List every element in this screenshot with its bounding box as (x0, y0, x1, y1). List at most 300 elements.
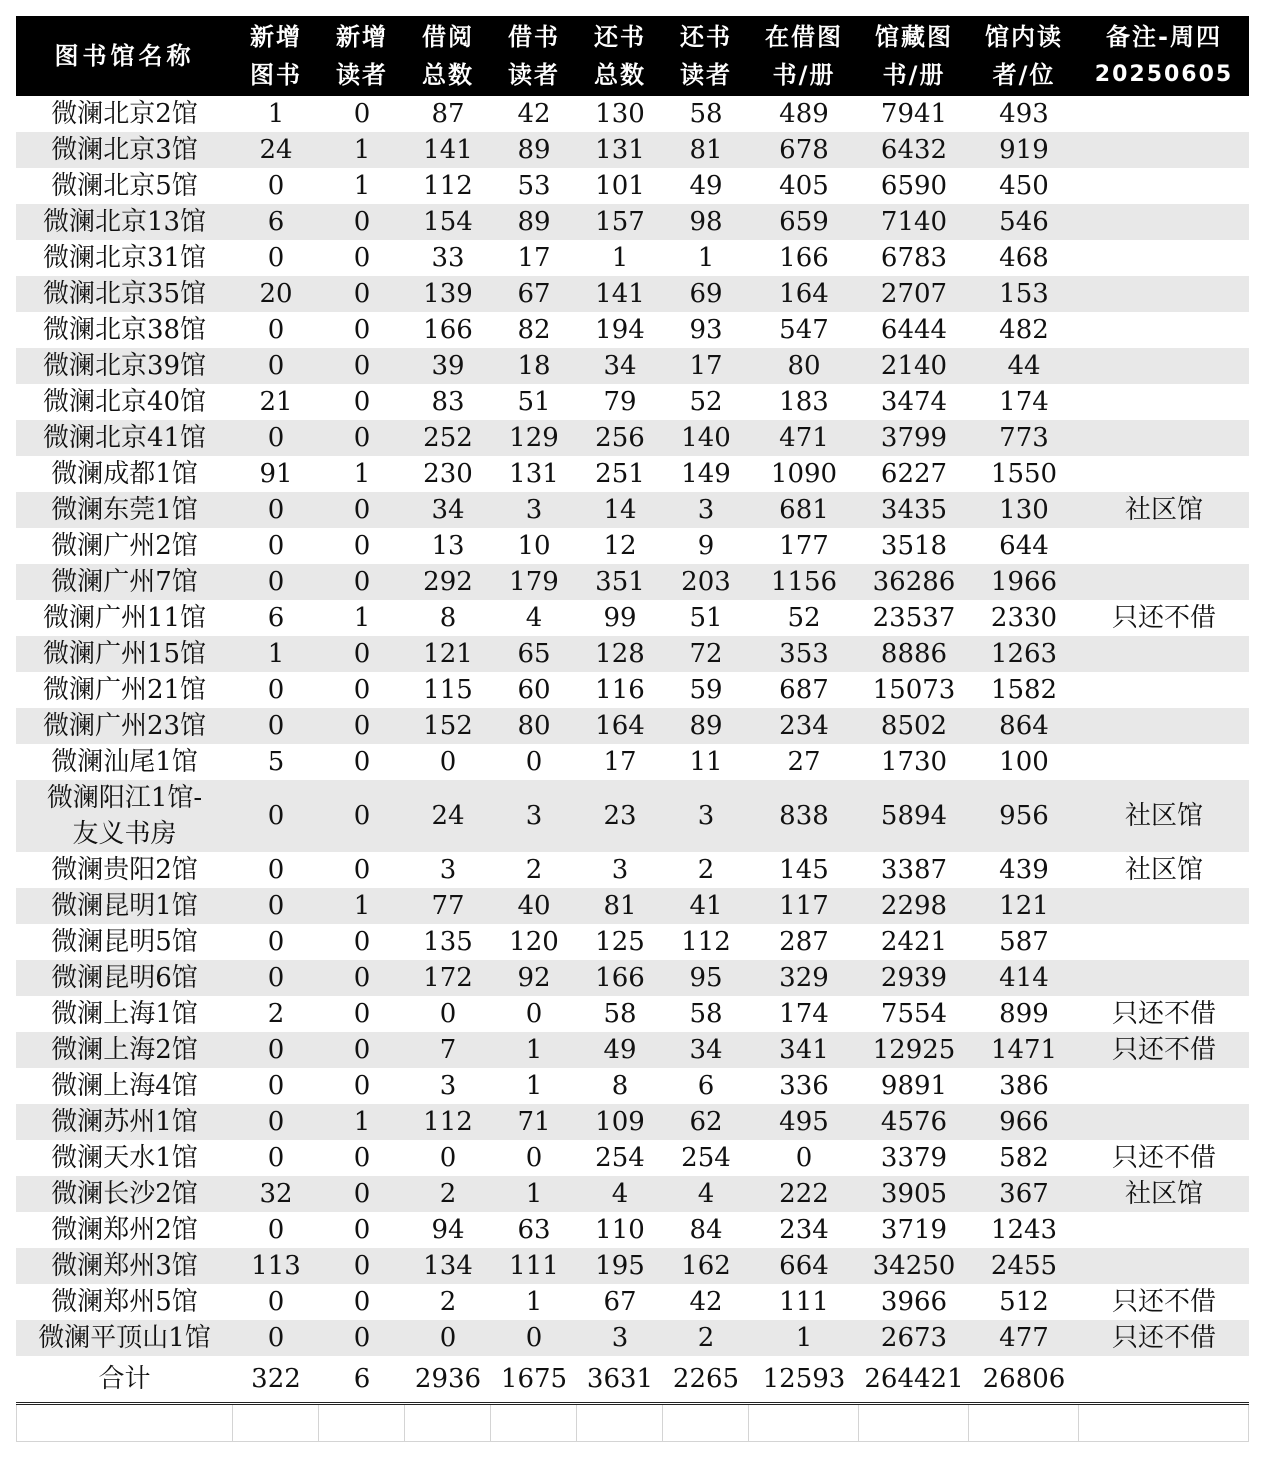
value-cell: 183 (779, 387, 829, 417)
value-cell: 34 (663, 1032, 749, 1068)
value-cell: 0 (491, 1320, 577, 1356)
value-cell: 450 (999, 171, 1049, 201)
value-cell: 8502 (859, 708, 969, 744)
value-cell: 177 (779, 531, 829, 561)
value-cell: 63 (517, 1215, 551, 1245)
column-header-line: 图书馆名称 (54, 42, 195, 70)
value-cell: 1156 (749, 564, 859, 600)
value-cell: 2 (267, 999, 285, 1029)
value-cell: 89 (491, 204, 577, 240)
table-row (16, 1104, 1249, 1140)
value-cell: 42 (517, 99, 551, 129)
value-cell: 87 (431, 99, 465, 129)
value-cell: 1730 (880, 747, 948, 777)
total-value-cell: 2936 (405, 1356, 491, 1404)
value-cell: 3 (611, 855, 629, 885)
value-cell: 98 (663, 204, 749, 240)
value-cell: 0 (233, 1032, 319, 1068)
value-cell: 80 (749, 348, 859, 384)
value-cell: 157 (577, 204, 663, 240)
value-cell: 0 (439, 747, 457, 777)
value-cell: 3518 (880, 531, 948, 561)
value-cell: 15073 (872, 675, 956, 705)
value-cell: 3 (663, 492, 749, 528)
value-cell: 351 (577, 564, 663, 600)
value-cell: 94 (431, 1215, 465, 1245)
note-cell (1079, 384, 1249, 420)
table-row (16, 960, 1249, 996)
library-name-cell (16, 636, 233, 672)
library-name-cell (16, 276, 233, 312)
value-cell: 13 (431, 531, 465, 561)
value-cell: 0 (353, 855, 371, 885)
value-cell: 512 (999, 1287, 1049, 1317)
value-cell: 838 (749, 780, 859, 852)
column-header-line: 总数 (594, 61, 646, 89)
table-row (16, 672, 1249, 708)
value-cell: 287 (779, 927, 829, 957)
value-cell: 34250 (859, 1248, 969, 1284)
value-cell: 0 (233, 348, 319, 384)
column-header-line: 馆藏图 (875, 23, 953, 51)
value-cell: 5894 (859, 780, 969, 852)
value-cell: 195 (577, 1248, 663, 1284)
value-cell: 644 (999, 531, 1049, 561)
value-cell: 6432 (859, 132, 969, 168)
value-cell: 1966 (969, 564, 1079, 600)
value-cell: 0 (525, 747, 543, 777)
value-cell: 0 (267, 1215, 285, 1245)
note-cell (1079, 1104, 1249, 1140)
note-cell (1079, 744, 1249, 780)
table-row (16, 168, 1249, 204)
library-name-line: 微澜成都1馆 (51, 459, 198, 489)
header-row (16, 16, 1249, 96)
library-name-cell (16, 348, 233, 384)
empty-grid-cell (1079, 1405, 1249, 1441)
library-name-cell (16, 1104, 233, 1140)
library-name-line: 微澜昆明6馆 (51, 963, 198, 993)
value-cell: 162 (663, 1248, 749, 1284)
value-cell: 489 (779, 99, 829, 129)
total-value-cell: 12593 (749, 1356, 859, 1404)
library-name-line: 微澜北京41馆 (42, 423, 207, 453)
value-cell: 234 (779, 1215, 829, 1245)
library-name-line: 微澜东莞1馆 (51, 495, 198, 525)
library-name-cell (16, 456, 233, 492)
total-note-cell (1079, 1356, 1249, 1404)
value-cell: 336 (779, 1071, 829, 1101)
library-name-line: 微澜贵阳2馆 (51, 855, 198, 885)
library-name-cell (16, 960, 233, 996)
total-label: 合计 (16, 1356, 233, 1404)
column-header (859, 16, 969, 96)
value-cell: 59 (689, 675, 723, 705)
value-cell: 0 (233, 708, 319, 744)
value-cell: 0 (319, 960, 405, 996)
table-footer (16, 1356, 1249, 1404)
value-cell: 0 (319, 420, 405, 456)
value-cell: 3719 (880, 1215, 948, 1245)
value-cell: 1 (525, 1287, 543, 1317)
value-cell: 203 (663, 564, 749, 600)
value-cell: 166 (779, 243, 829, 273)
value-cell: 1 (267, 99, 285, 129)
value-cell: 1471 (969, 1032, 1079, 1068)
library-name-line: 微澜北京5馆 (51, 171, 198, 201)
table-row (16, 1320, 1249, 1356)
library-name-cell (16, 96, 233, 132)
value-cell: 174 (999, 387, 1049, 417)
value-cell: 141 (577, 276, 663, 312)
value-cell: 0 (319, 780, 405, 852)
value-cell: 919 (969, 132, 1079, 168)
value-cell: 292 (405, 564, 491, 600)
value-cell: 179 (491, 564, 577, 600)
value-cell: 23537 (872, 603, 956, 633)
value-cell: 112 (405, 1104, 491, 1140)
value-cell: 0 (353, 747, 371, 777)
value-cell: 6 (697, 1071, 715, 1101)
value-cell: 2673 (859, 1320, 969, 1356)
value-cell: 89 (663, 708, 749, 744)
value-cell: 34 (577, 348, 663, 384)
column-header-line: 馆内读 (985, 23, 1063, 51)
column-header (1079, 16, 1249, 96)
value-cell: 60 (517, 675, 551, 705)
value-cell: 0 (353, 315, 371, 345)
column-header (663, 16, 749, 96)
note-cell (1079, 1212, 1249, 1248)
value-cell: 7 (405, 1032, 491, 1068)
value-cell: 4 (525, 603, 543, 633)
value-cell: 3379 (880, 1143, 948, 1173)
note-cell (1079, 312, 1249, 348)
value-cell: 8 (439, 603, 457, 633)
note-cell: 只还不借 (1079, 1032, 1249, 1068)
table-row (16, 564, 1249, 600)
column-header-line: 新增 (336, 23, 388, 51)
value-cell: 9 (697, 531, 715, 561)
value-cell: 93 (689, 315, 723, 345)
table-row (16, 924, 1249, 960)
value-cell: 4 (577, 1176, 663, 1212)
value-cell: 52 (787, 603, 821, 633)
value-cell: 966 (969, 1104, 1079, 1140)
value-cell: 121 (969, 888, 1079, 924)
note-cell (1079, 1068, 1249, 1104)
value-cell: 234 (749, 708, 859, 744)
library-name-line: 友义书房 (72, 819, 177, 849)
note-cell (1079, 1248, 1249, 1284)
value-cell: 0 (439, 999, 457, 1029)
value-cell: 89 (491, 132, 577, 168)
value-cell: 39 (405, 348, 491, 384)
column-header (16, 16, 233, 96)
table-row (16, 492, 1249, 528)
note-cell (1079, 924, 1249, 960)
value-cell: 11 (689, 747, 723, 777)
table-row (16, 456, 1249, 492)
value-cell: 1 (491, 1176, 577, 1212)
table-row (16, 528, 1249, 564)
library-stats-table (16, 16, 1249, 1405)
library-name-line: 微澜北京40馆 (42, 387, 207, 417)
value-cell: 0 (319, 708, 405, 744)
empty-grid-cell (16, 1405, 233, 1441)
value-cell: 141 (405, 132, 491, 168)
value-cell: 7941 (880, 99, 948, 129)
table-row (16, 312, 1249, 348)
total-value-cell: 264421 (859, 1356, 969, 1404)
note-cell: 社区馆 (1079, 780, 1249, 852)
value-cell: 101 (595, 171, 645, 201)
value-cell: 27 (787, 747, 821, 777)
library-name-line: 微澜北京13馆 (42, 207, 207, 237)
value-cell: 1 (525, 1071, 543, 1101)
value-cell: 51 (517, 387, 551, 417)
library-name-line: 微澜广州15馆 (42, 639, 207, 669)
library-name-cell (16, 780, 233, 852)
value-cell: 10 (517, 531, 551, 561)
value-cell: 6783 (880, 243, 948, 273)
table-row (16, 1032, 1249, 1068)
column-header-line: 借阅 (422, 23, 474, 51)
table-row (16, 636, 1249, 672)
value-cell: 439 (999, 855, 1049, 885)
value-cell: 12925 (859, 1032, 969, 1068)
column-header (233, 16, 319, 96)
value-cell: 3905 (859, 1176, 969, 1212)
value-cell: 1 (697, 243, 715, 273)
value-cell: 67 (491, 276, 577, 312)
library-name-line: 微澜上海2馆 (51, 1035, 198, 1065)
value-cell: 1 (749, 1320, 859, 1356)
library-name-cell (16, 672, 233, 708)
empty-grid-cell (233, 1405, 319, 1441)
value-cell: 23 (577, 780, 663, 852)
table-row (16, 276, 1249, 312)
value-cell: 2939 (859, 960, 969, 996)
value-cell: 69 (663, 276, 749, 312)
value-cell: 773 (969, 420, 1079, 456)
value-cell: 3 (439, 855, 457, 885)
table-row (16, 1068, 1249, 1104)
value-cell: 41 (663, 888, 749, 924)
value-cell: 0 (267, 1143, 285, 1173)
value-cell: 2 (697, 855, 715, 885)
note-cell (1079, 420, 1249, 456)
library-name-line: 微澜长沙2馆 (51, 1179, 198, 1209)
note-cell (1079, 960, 1249, 996)
table-row (16, 600, 1249, 636)
value-cell: 230 (423, 459, 473, 489)
value-cell: 154 (405, 204, 491, 240)
value-cell: 2330 (990, 603, 1058, 633)
value-cell: 2 (663, 1320, 749, 1356)
value-cell: 0 (319, 204, 405, 240)
value-cell: 899 (999, 999, 1049, 1029)
value-cell: 149 (681, 459, 731, 489)
value-cell: 100 (999, 747, 1049, 777)
value-cell: 546 (969, 204, 1079, 240)
library-stats-sheet (16, 16, 1249, 1442)
value-cell: 49 (577, 1032, 663, 1068)
value-cell: 65 (491, 636, 577, 672)
value-cell: 3435 (859, 492, 969, 528)
value-cell: 1 (233, 636, 319, 672)
table-row (16, 888, 1249, 924)
value-cell: 2298 (859, 888, 969, 924)
library-name-cell (16, 888, 233, 924)
value-cell: 77 (405, 888, 491, 924)
library-name-line: 微澜昆明1馆 (51, 891, 198, 921)
value-cell: 3 (663, 780, 749, 852)
value-cell: 495 (749, 1104, 859, 1140)
library-name-cell (16, 924, 233, 960)
value-cell: 129 (491, 420, 577, 456)
value-cell: 140 (663, 420, 749, 456)
value-cell: 5 (267, 747, 285, 777)
empty-grid-cell (491, 1405, 577, 1441)
value-cell: 0 (233, 780, 319, 852)
value-cell: 353 (749, 636, 859, 672)
value-cell: 115 (423, 675, 473, 705)
value-cell: 0 (319, 564, 405, 600)
value-cell: 329 (749, 960, 859, 996)
value-cell: 0 (353, 675, 371, 705)
column-header-line: 还书 (680, 23, 732, 51)
note-cell: 只还不借 (1111, 999, 1216, 1029)
column-header-line: 在借图 (765, 23, 843, 51)
table-row (16, 1176, 1249, 1212)
value-cell: 116 (595, 675, 645, 705)
value-cell: 9891 (880, 1071, 948, 1101)
column-header-line: 新增 (250, 23, 302, 51)
library-name-cell (16, 204, 233, 240)
table-row (16, 996, 1249, 1032)
column-header (405, 16, 491, 96)
value-cell: 4576 (859, 1104, 969, 1140)
library-name-line: 微澜郑州5馆 (51, 1287, 198, 1317)
note-cell (1079, 564, 1249, 600)
total-value-cell: 3631 (577, 1356, 663, 1404)
library-name-line: 微澜天水1馆 (51, 1143, 198, 1173)
value-cell: 0 (319, 1248, 405, 1284)
value-cell: 95 (663, 960, 749, 996)
note-cell (1079, 888, 1249, 924)
value-cell: 254 (681, 1143, 731, 1173)
value-cell: 128 (577, 636, 663, 672)
value-cell: 24 (233, 132, 319, 168)
library-name-line: 微澜广州2馆 (51, 531, 198, 561)
library-name-cell (16, 1176, 233, 1212)
library-name-line: 微澜上海1馆 (51, 999, 198, 1029)
value-cell: 0 (795, 1143, 813, 1173)
value-cell: 3 (491, 492, 577, 528)
note-cell (1079, 168, 1249, 204)
library-name-line: 微澜北京35馆 (42, 279, 207, 309)
value-cell: 864 (969, 708, 1079, 744)
value-cell: 1263 (969, 636, 1079, 672)
value-cell: 414 (969, 960, 1079, 996)
library-name-cell (16, 996, 233, 1032)
note-cell (1079, 348, 1249, 384)
column-header-line: 借书 (508, 23, 560, 51)
note-cell: 社区馆 (1079, 492, 1249, 528)
value-cell: 58 (689, 999, 723, 1029)
value-cell: 131 (509, 459, 559, 489)
value-cell: 7140 (859, 204, 969, 240)
total-value-cell: 26806 (969, 1356, 1079, 1404)
total-value-cell: 1675 (491, 1356, 577, 1404)
value-cell: 113 (233, 1248, 319, 1284)
total-value-cell: 322 (233, 1356, 319, 1404)
value-cell: 1 (491, 1032, 577, 1068)
column-header (749, 16, 859, 96)
library-name-cell (16, 384, 233, 420)
value-cell: 121 (405, 636, 491, 672)
library-name-line: 微澜广州7馆 (51, 567, 198, 597)
value-cell: 81 (577, 888, 663, 924)
value-cell: 51 (689, 603, 723, 633)
value-cell: 52 (689, 387, 723, 417)
value-cell: 477 (969, 1320, 1079, 1356)
value-cell: 82 (517, 315, 551, 345)
library-name-cell (16, 1140, 233, 1176)
column-header (319, 16, 405, 96)
value-cell: 0 (267, 531, 285, 561)
value-cell: 0 (353, 387, 371, 417)
library-name-line: 微澜广州21馆 (42, 675, 207, 705)
value-cell: 67 (603, 1287, 637, 1317)
value-cell: 12 (603, 531, 637, 561)
value-cell: 587 (999, 927, 1049, 957)
value-cell: 131 (577, 132, 663, 168)
value-cell: 84 (689, 1215, 723, 1245)
value-cell: 1 (319, 132, 405, 168)
library-name-line: 微澜广州11馆 (42, 603, 207, 633)
note-cell (1079, 132, 1249, 168)
value-cell: 134 (405, 1248, 491, 1284)
value-cell: 386 (999, 1071, 1049, 1101)
library-name-line: 微澜平顶山1馆 (38, 1323, 211, 1353)
library-name-cell (16, 1032, 233, 1068)
library-name-line: 微澜广州23馆 (42, 711, 207, 741)
table-row (16, 420, 1249, 456)
value-cell: 111 (779, 1287, 829, 1317)
value-cell: 17 (517, 243, 551, 273)
value-cell: 153 (969, 276, 1079, 312)
value-cell: 1243 (990, 1215, 1058, 1245)
value-cell: 6444 (880, 315, 948, 345)
column-header (577, 16, 663, 96)
value-cell: 4 (663, 1176, 749, 1212)
column-header-line: 20250605 (1094, 62, 1234, 87)
value-cell: 0 (233, 492, 319, 528)
table-row (16, 96, 1249, 132)
value-cell: 152 (405, 708, 491, 744)
table-row (16, 852, 1249, 888)
library-name-line: 微澜阳江1馆- (46, 783, 203, 813)
value-cell: 135 (423, 927, 473, 957)
column-header-line: 读者 (680, 61, 732, 89)
value-cell: 3474 (880, 387, 948, 417)
value-cell: 80 (491, 708, 577, 744)
value-cell: 367 (969, 1176, 1079, 1212)
value-cell: 254 (595, 1143, 645, 1173)
value-cell: 0 (267, 927, 285, 957)
